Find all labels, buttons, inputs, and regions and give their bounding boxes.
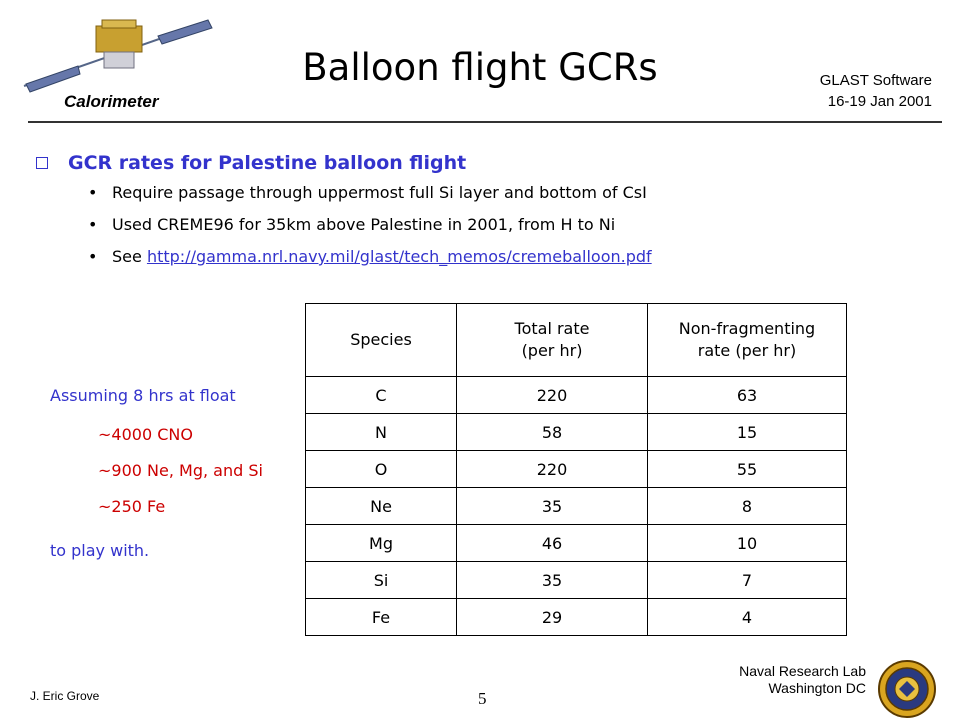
memo-link[interactable]: http://gamma.nrl.navy.mil/glast/tech_memos/cremeballoon.pdf <box>146 247 652 266</box>
nonfrag-rate-cell: 63 <box>648 377 847 414</box>
gcr-rate-table <box>305 303 847 636</box>
sub-bullet-1 <box>88 183 647 202</box>
note-cno: ~4000 CNO <box>98 425 193 444</box>
slide-title: Balloon flight GCRs <box>302 46 658 89</box>
table-row <box>306 562 847 599</box>
org-location: Washington DC <box>768 680 866 696</box>
nrl-seal-icon <box>877 659 937 719</box>
sub-bullet-text: Require passage through uppermost full Si layer and bottom of CsI <box>112 183 647 202</box>
bullet-dot-icon: • <box>88 183 98 202</box>
author-name: J. Eric Grove <box>30 689 100 703</box>
meeting-name: GLAST Software <box>819 72 932 89</box>
nonfrag-rate-cell: 7 <box>648 562 847 599</box>
species-cell: N <box>306 414 457 451</box>
bullet-dot-icon: • <box>88 247 98 266</box>
square-bullet-icon <box>36 157 48 169</box>
org-info <box>739 663 866 697</box>
main-bullet <box>36 152 466 174</box>
species-cell: Mg <box>306 525 457 562</box>
species-cell: C <box>306 377 457 414</box>
species-cell: Fe <box>306 599 457 636</box>
nonfrag-rate-cell: 8 <box>648 488 847 525</box>
total-rate-cell: 220 <box>457 451 648 488</box>
header-info <box>820 70 932 112</box>
note-ne-mg-si: ~900 Ne, Mg, and Si <box>98 461 263 480</box>
page-number: 5 <box>478 689 487 708</box>
sub-bullet-text: Used CREME96 for 35km above Palestine in 2001, from H to Ni <box>112 215 616 234</box>
table-row <box>306 377 847 414</box>
total-rate-cell: 35 <box>457 562 648 599</box>
note-assuming: Assuming 8 hrs at float <box>50 386 236 405</box>
header-divider <box>28 121 942 123</box>
table-row <box>306 414 847 451</box>
bullet-dot-icon: • <box>88 215 98 234</box>
sub-bullet-2 <box>88 215 615 234</box>
table-row <box>306 525 847 562</box>
meeting-date: 16-19 Jan 2001 <box>827 93 932 110</box>
header-species: Species <box>306 304 457 377</box>
sub-bullet-text: See <box>112 247 147 266</box>
species-cell: Si <box>306 562 457 599</box>
table-row <box>306 451 847 488</box>
nonfrag-rate-cell: 55 <box>648 451 847 488</box>
note-play: to play with. <box>50 541 150 560</box>
main-bullet-text: GCR rates for Palestine balloon flight <box>68 152 467 174</box>
total-rate-cell: 58 <box>457 414 648 451</box>
table-row <box>306 488 847 525</box>
sub-bullet-3 <box>88 247 652 266</box>
total-rate-cell: 220 <box>457 377 648 414</box>
total-rate-cell: 35 <box>457 488 648 525</box>
header-total-rate: Total rate (per hr) <box>457 304 648 377</box>
note-fe: ~250 Fe <box>98 497 166 516</box>
header-nonfrag-rate: Non-fragmenting rate (per hr) <box>648 304 847 377</box>
group-label: Calorimeter <box>64 92 159 111</box>
species-cell: Ne <box>306 488 457 525</box>
total-rate-cell: 46 <box>457 525 648 562</box>
org-name: Naval Research Lab <box>739 663 866 679</box>
table-row <box>306 599 847 636</box>
table-header-row <box>306 304 847 377</box>
total-rate-cell: 29 <box>457 599 648 636</box>
nonfrag-rate-cell: 15 <box>648 414 847 451</box>
nonfrag-rate-cell: 10 <box>648 525 847 562</box>
nonfrag-rate-cell: 4 <box>648 599 847 636</box>
species-cell: O <box>306 451 457 488</box>
